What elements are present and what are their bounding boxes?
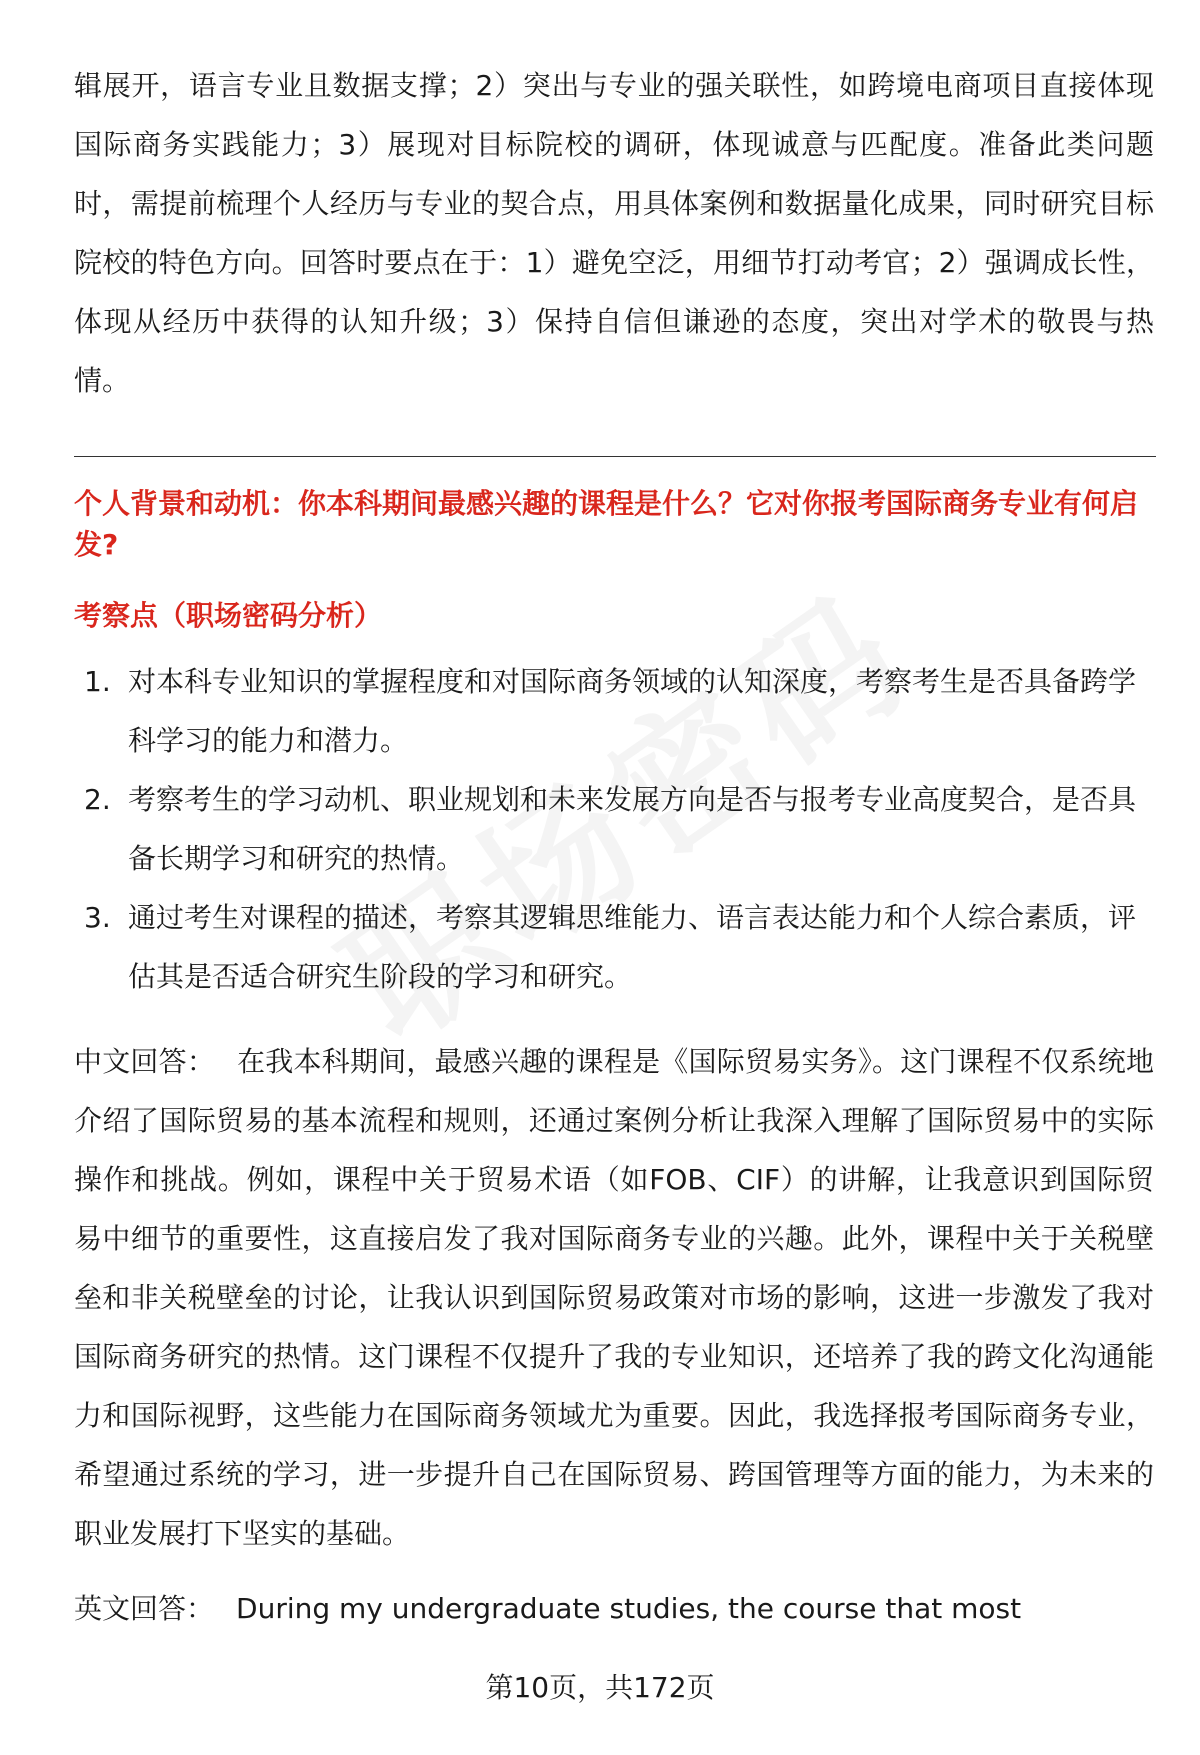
page-number-footer: 第10页，共172页 [485, 1671, 715, 1704]
intro-paragraph: 辑展开，语言专业且数据支撑；2）突出与专业的强关联性，如跨境电商项目直接体现国际商务实践能力；3）展现对目标院校的调研，体现诚意与匹配度。准备此类问题时，需提前梳理个人经历与专业的契合点，用具体案例和数据量化成果，同时研究目标院校的特色方向。回答时要点在于：1）避免空泛，用细节打动考官；2）强调成长性，体现从经历中获得的认知升级；3）保持自信但谦逊的态度，突出对学术的敬畏与热情。 [74, 69, 1154, 397]
list-item [74, 770, 1154, 888]
chinese-answer [74, 1032, 1154, 1563]
section-divider [74, 456, 1156, 457]
list-item-number: 2. [84, 783, 111, 816]
list-item [74, 888, 1154, 1006]
list-item-number: 1. [84, 665, 111, 698]
english-answer [74, 1579, 1154, 1638]
list-item-text: 通过考生对课程的描述，考察其逻辑思维能力、语言表达能力和个人综合素质，评估其是否适合研究生阶段的学习和研究。 [128, 901, 1137, 993]
assessment-points-list [74, 652, 1154, 1006]
english-answer-text: During my undergraduate studies, the course that most [236, 1592, 1022, 1625]
section-title: 考察点（职场密码分析） [74, 599, 383, 632]
question-heading: 个人背景和动机：你本科期间最感兴趣的课程是什么？它对你报考国际商务专业有何启发? [74, 487, 1139, 561]
list-item-number: 3. [84, 901, 111, 934]
chinese-answer-label: 中文回答： [74, 1045, 216, 1078]
english-answer-label: 英文回答： [74, 1592, 215, 1625]
list-item-text: 对本科专业知识的掌握程度和对国际商务领域的认知深度，考察考生是否具备跨学科学习的能力和潜力。 [128, 665, 1137, 757]
list-item-text: 考察考生的学习动机、职业规划和未来发展方向是否与报考专业高度契合，是否具备长期学习和研究的热情。 [128, 783, 1137, 875]
chinese-answer-text: 在我本科期间，最感兴趣的课程是《国际贸易实务》。这门课程不仅系统地介绍了国际贸易的基本流程和规则，还通过案例分析让我深入理解了国际贸易中的实际操作和挑战。例如，课程中关于贸易术语（如FOB、CIF）的讲解，让我意识到国际贸易中细节的重要性，这直接启发了我对国际商务专业的兴趣。此外，课程中关于关税壁垒和非关税壁垒的讨论，让我认识到国际贸易政策对市场的影响，这进一步激发了我对国际商务研究的热情。这门课程不仅提升了我的专业知识，还培养了我的跨文化沟通能力和国际视野，这些能力在国际商务领域尤为重要。因此，我选择报考国际商务专业，希望通过系统的学习，进一步提升自己在国际贸易、跨国管理等方面的能力，为未来的职业发展打下坚实的基础。 [74, 1045, 1154, 1550]
list-item [74, 652, 1154, 770]
content-area [74, 56, 1154, 1638]
